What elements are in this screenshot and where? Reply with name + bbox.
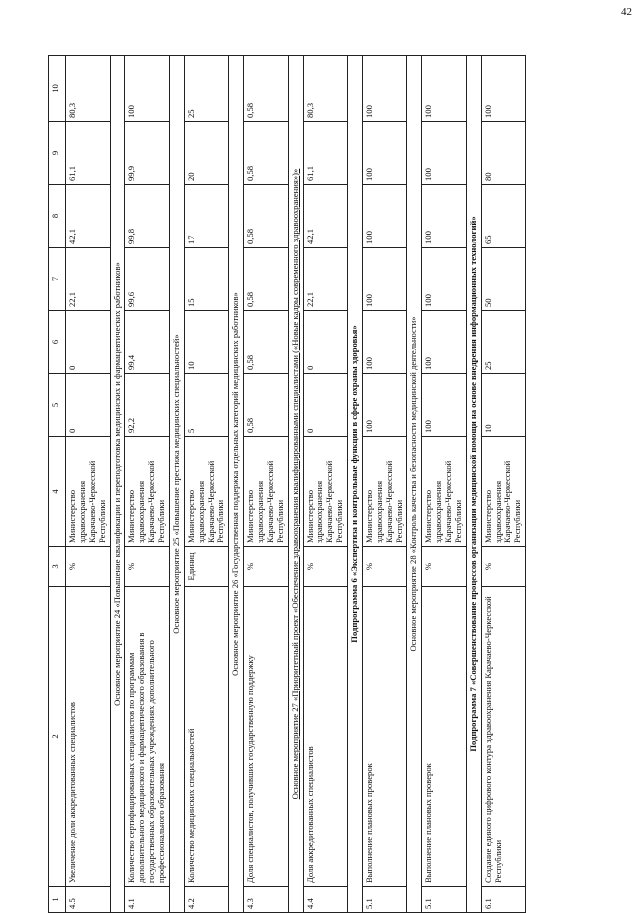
section-title: Основное мероприятие 28 «Контроль качества и безопасности медицинской деятельности» <box>407 56 422 913</box>
section-row <box>110 56 125 913</box>
value-cell: 100 <box>362 248 407 311</box>
value-cell: 100 <box>362 311 407 374</box>
value-cell: 80 <box>481 122 526 185</box>
table-row <box>303 56 348 913</box>
value-cell: 99,4 <box>125 311 170 374</box>
rotated-page <box>48 56 588 913</box>
section-row <box>169 56 184 913</box>
page-number: 42 <box>621 6 632 18</box>
executor-cell: Министерство здравоохранения Карачаево-Черкесской Республики <box>303 437 348 547</box>
value-cell: 20 <box>184 122 229 185</box>
value-cell: 25 <box>184 56 229 122</box>
value-cell: 0 <box>66 311 111 374</box>
indicator-name: Количество медицинских специальностей <box>184 587 229 887</box>
section-row <box>288 56 303 913</box>
value-cell: 42,1 <box>66 185 111 248</box>
value-cell: 50 <box>481 248 526 311</box>
value-cell: 0,58 <box>244 311 289 374</box>
unit-cell: % <box>66 547 111 587</box>
value-cell: 100 <box>422 56 467 122</box>
indicators-table <box>48 55 526 913</box>
indicator-name: Выполнение плановых проверок <box>362 587 407 887</box>
value-cell: 100 <box>422 122 467 185</box>
column-header: 9 <box>49 122 66 185</box>
executor-cell: Министерство здравоохранения Карачаево-Черкесской Республики <box>362 437 407 547</box>
row-number: 4.4 <box>303 887 348 913</box>
indicator-name: Увеличение доли аккредитованных специалистов <box>66 587 111 887</box>
column-header: 1 <box>49 887 66 913</box>
column-header: 7 <box>49 248 66 311</box>
column-header: 4 <box>49 437 66 547</box>
indicator-name: Создание единого цифрового контура здравоохранения Карачаево-Черкесской Республики <box>481 587 526 887</box>
executor-cell: Министерство здравоохранения Карачаево-Черкесской Республики <box>66 437 111 547</box>
row-number: 6.1 <box>481 887 526 913</box>
row-number: 5.1 <box>422 887 467 913</box>
table-row <box>481 56 526 913</box>
value-cell: 100 <box>362 122 407 185</box>
section-title: Подпрограмма 7 «Совершенствование процессов организации медицинской помощи на основе внедрения информационных технологий» <box>466 56 481 913</box>
value-cell: 65 <box>481 185 526 248</box>
value-cell: 100 <box>362 185 407 248</box>
table-body <box>66 56 526 913</box>
column-header: 2 <box>49 587 66 887</box>
executor-cell: Министерство здравоохранения Карачаево-Черкесской Республики <box>184 437 229 547</box>
executor-cell: Министерство здравоохранения Карачаево-Черкесской Республики <box>481 437 526 547</box>
value-cell: 100 <box>125 56 170 122</box>
value-cell: 0 <box>66 374 111 437</box>
value-cell: 80,3 <box>66 56 111 122</box>
value-cell: 80,3 <box>303 56 348 122</box>
unit-cell: % <box>244 547 289 587</box>
column-header: 8 <box>49 185 66 248</box>
section-title: Основное мероприятие 26 «Государственная поддержка отдельных категорий медицинских работников» <box>229 56 244 913</box>
unit-cell: % <box>362 547 407 587</box>
value-cell: 92,2 <box>125 374 170 437</box>
value-cell: 61,1 <box>303 122 348 185</box>
value-cell: 10 <box>481 374 526 437</box>
table-row <box>362 56 407 913</box>
value-cell: 5 <box>184 374 229 437</box>
value-cell: 0,58 <box>244 56 289 122</box>
value-cell: 99,6 <box>125 248 170 311</box>
executor-cell: Министерство здравоохранения Карачаево-Черкесской Республики <box>125 437 170 547</box>
value-cell: 100 <box>422 311 467 374</box>
value-cell: 17 <box>184 185 229 248</box>
executor-cell: Министерство здравоохранения Карачаево-Черкесской Республики <box>244 437 289 547</box>
value-cell: 0,58 <box>244 248 289 311</box>
indicator-name: Выполнение плановых проверок <box>422 587 467 887</box>
value-cell: 42,1 <box>303 185 348 248</box>
value-cell: 100 <box>362 374 407 437</box>
section-row <box>229 56 244 913</box>
table-row <box>125 56 170 913</box>
section-title: Основное мероприятие 25 «Повышение престижа медицинских специальностей» <box>169 56 184 913</box>
value-cell: 100 <box>481 56 526 122</box>
section-row <box>466 56 481 913</box>
section-row <box>407 56 422 913</box>
value-cell: 100 <box>422 248 467 311</box>
header-row <box>49 56 66 913</box>
indicator-name: Количество сертифицированных специалистов по программам дополнительного медицинского и фармацевтического образования в государственных образовательных учреждениях дополнительного профессионального образования <box>125 587 170 887</box>
section-row <box>348 56 363 913</box>
section-title: Основное мероприятие 27 «Приоритетный проект «Обеспечение здравоохранения квалифицированными специалистами («Новые кадры современного здравоохранения»)» <box>288 56 303 913</box>
column-header: 3 <box>49 547 66 587</box>
value-cell: 0,58 <box>244 185 289 248</box>
value-cell: 0,58 <box>244 374 289 437</box>
value-cell: 100 <box>422 185 467 248</box>
value-cell: 99,9 <box>125 122 170 185</box>
row-number: 4.5 <box>66 887 111 913</box>
table-row <box>244 56 289 913</box>
row-number: 4.3 <box>244 887 289 913</box>
row-number: 5.1 <box>362 887 407 913</box>
column-header: 10 <box>49 56 66 122</box>
column-header: 6 <box>49 311 66 374</box>
indicator-name: Доля специалистов, получивших государственную поддержку <box>244 587 289 887</box>
column-header: 5 <box>49 374 66 437</box>
table-row <box>422 56 467 913</box>
value-cell: 15 <box>184 248 229 311</box>
row-number: 4.2 <box>184 887 229 913</box>
value-cell: 100 <box>422 374 467 437</box>
value-cell: 61,1 <box>66 122 111 185</box>
unit-cell: % <box>481 547 526 587</box>
table-row <box>66 56 111 913</box>
section-title: Основное мероприятие 24 «Повышение квалификации и переподготовка медицинских и фармацевтических работников» <box>110 56 125 913</box>
value-cell: 0,58 <box>244 122 289 185</box>
section-title: Подпрограмма 6 «Экспертиза и контрольные функции в сфере охраны здоровья» <box>348 56 363 913</box>
value-cell: 25 <box>481 311 526 374</box>
row-number: 4.1 <box>125 887 170 913</box>
value-cell: 0 <box>303 374 348 437</box>
value-cell: 10 <box>184 311 229 374</box>
indicator-name: Доля аккредитованных специалистов <box>303 587 348 887</box>
unit-cell: % <box>422 547 467 587</box>
value-cell: 22,1 <box>303 248 348 311</box>
value-cell: 99,8 <box>125 185 170 248</box>
unit-cell: Единиц <box>184 547 229 587</box>
value-cell: 100 <box>362 56 407 122</box>
table-row <box>184 56 229 913</box>
value-cell: 22,1 <box>66 248 111 311</box>
executor-cell: Министерство здравоохранения Карачаево-Черкесской Республики <box>422 437 467 547</box>
unit-cell: % <box>125 547 170 587</box>
unit-cell: % <box>303 547 348 587</box>
value-cell: 0 <box>303 311 348 374</box>
